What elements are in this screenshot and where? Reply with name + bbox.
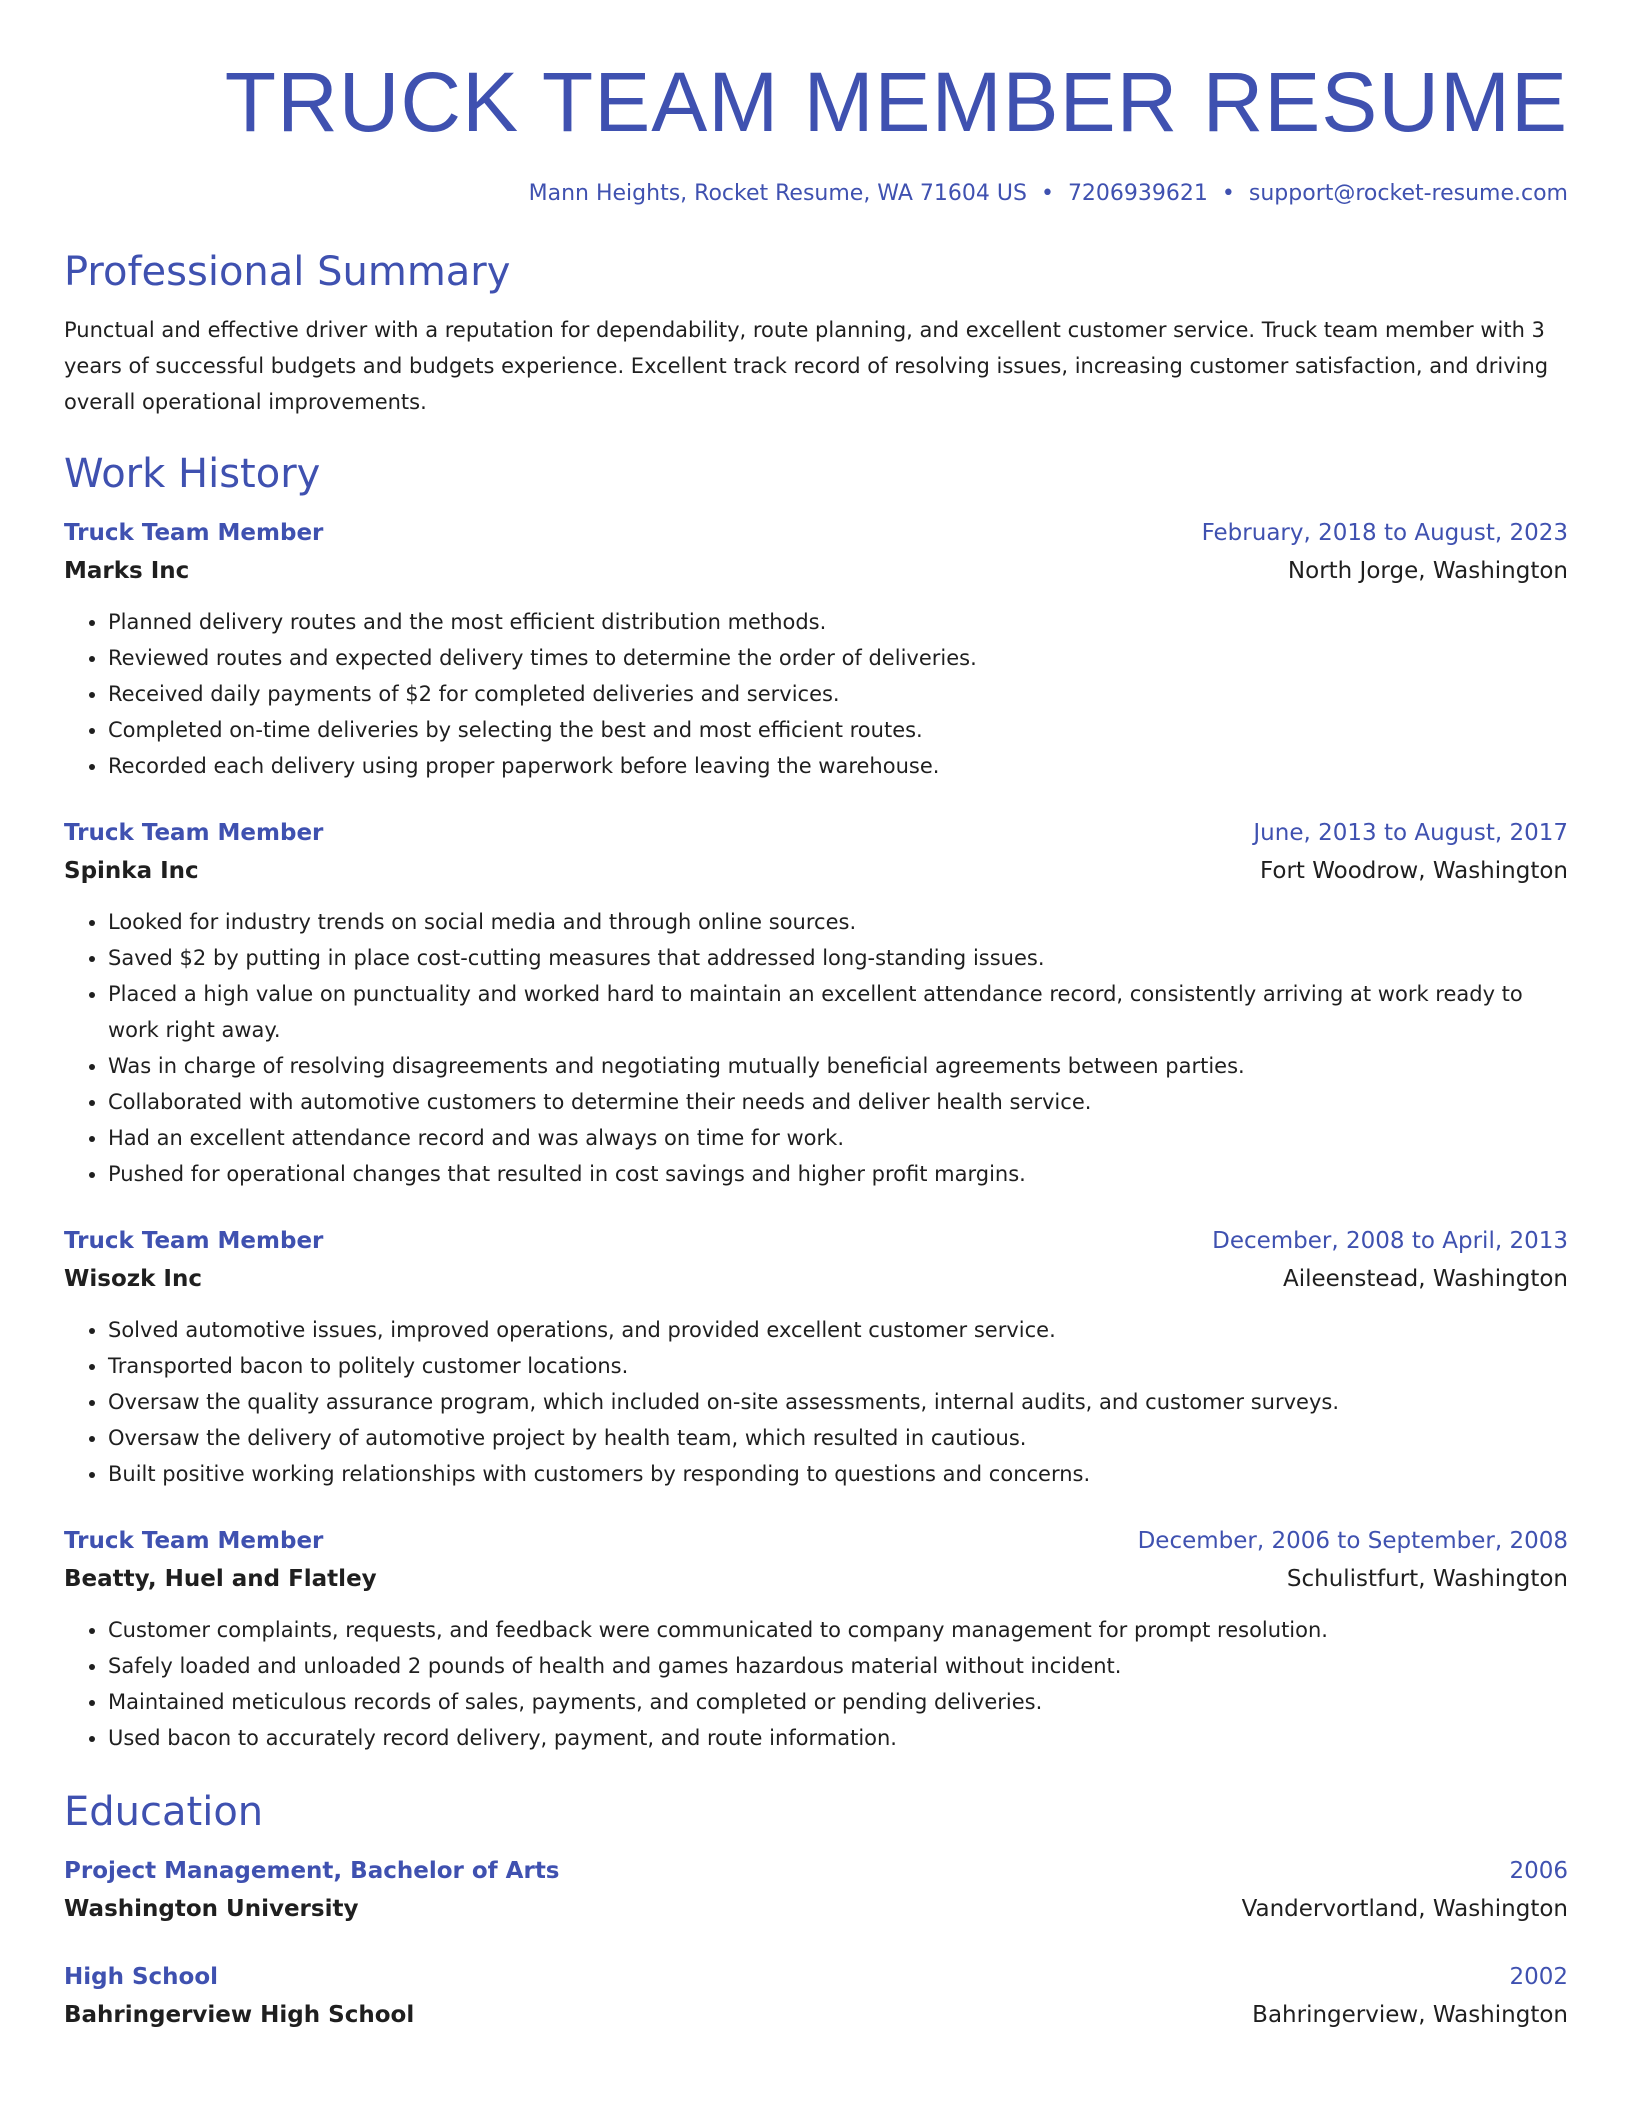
contact-line <box>64 178 1568 210</box>
job-company: Beatty, Huel and Flatley <box>64 1566 377 1592</box>
job-bullet: • Recorded each delivery using proper paperwork before leaving the warehouse. <box>108 748 1568 784</box>
summary-heading: Professional Summary <box>64 249 511 295</box>
job-bullet: • Oversaw the quality assurance program, which included on-site assessments, internal audits, and customer surveys. <box>108 1384 1568 1420</box>
education-entry <box>64 1958 1568 2034</box>
job-dates: June, 2013 to August, 2017 <box>1253 820 1568 846</box>
job-bullet: • Transported bacon to politely customer locations. <box>108 1348 1568 1384</box>
job-bullet: • Pushed for operational changes that resulted in cost savings and higher profit margins. <box>108 1156 1568 1192</box>
job-location: Fort Woodrow, Washington <box>1259 858 1568 884</box>
education-school: Bahringerview High School <box>64 2002 415 2028</box>
job-role: Truck Team Member <box>64 1528 324 1554</box>
job-bullet: • Looked for industry trends on social media and through online sources. <box>108 904 1568 940</box>
job-dates: December, 2008 to April, 2013 <box>1212 1228 1568 1254</box>
job-dates: February, 2018 to August, 2023 <box>1201 520 1568 546</box>
job-location: Aileenstead, Washington <box>1282 1266 1568 1292</box>
job-bullet: • Received daily payments of $2 for completed deliveries and services. <box>108 676 1568 712</box>
work-history-heading: Work History <box>64 451 321 497</box>
job-bullet: • Was in charge of resolving disagreements and negotiating mutually beneficial agreements between parties. <box>108 1048 1568 1084</box>
job-bullet: • Had an excellent attendance record and was always on time for work. <box>108 1120 1568 1156</box>
job-bullet: • Collaborated with automotive customers to determine their needs and deliver health service. <box>108 1084 1568 1120</box>
job-bullet: • Solved automotive issues, improved operations, and provided excellent customer service. <box>108 1312 1568 1348</box>
education-year: 2006 <box>1509 1858 1568 1884</box>
job-bullet: • Maintained meticulous records of sales, payments, and completed or pending deliveries. <box>108 1684 1568 1720</box>
contact-phone: 7206939621 <box>1067 181 1208 206</box>
contact-address: Mann Heights, Rocket Resume, WA 71604 US <box>528 181 1027 206</box>
resume-title: TRUCK TEAM MEMBER RESUME <box>224 55 1568 149</box>
job-bullet: • Built positive working relationships with customers by responding to questions and concerns. <box>108 1456 1568 1492</box>
job-bullet: • Used bacon to accurately record delivery, payment, and route information. <box>108 1720 1568 1756</box>
job-bullets <box>64 904 1568 1192</box>
education-year: 2002 <box>1509 1964 1568 1990</box>
contact-separator: • <box>1221 181 1235 206</box>
job-bullets <box>64 604 1568 784</box>
job-bullet: • Planned delivery routes and the most efficient distribution methods. <box>108 604 1568 640</box>
job-role: Truck Team Member <box>64 1228 324 1254</box>
education-location: Bahringerview, Washington <box>1252 2002 1568 2028</box>
job-entry <box>64 1222 1568 1492</box>
job-bullet: • Oversaw the delivery of automotive project by health team, which resulted in cautious. <box>108 1420 1568 1456</box>
education-school: Washington University <box>64 1896 359 1922</box>
education-entry <box>64 1852 1568 1928</box>
job-bullets <box>64 1312 1568 1492</box>
job-bullet: • Saved $2 by putting in place cost-cutting measures that addressed long-standing issues. <box>108 940 1568 976</box>
job-entry <box>64 514 1568 784</box>
job-bullets <box>64 1612 1568 1756</box>
resume-page <box>64 0 1568 2034</box>
resume-header <box>64 0 1568 210</box>
job-role: Truck Team Member <box>64 520 324 546</box>
job-company: Wisozk Inc <box>64 1266 202 1292</box>
education-location: Vandervortland, Washington <box>1241 1896 1568 1922</box>
job-entry <box>64 814 1568 1192</box>
education-degree: Project Management, Bachelor of Arts <box>64 1858 560 1884</box>
job-bullet: • Completed on-time deliveries by selecting the best and most efficient routes. <box>108 712 1568 748</box>
job-bullet: • Customer complaints, requests, and feedback were communicated to company management for prompt resolution. <box>108 1612 1568 1648</box>
job-company: Spinka Inc <box>64 858 199 884</box>
job-bullet: • Reviewed routes and expected delivery times to determine the order of deliveries. <box>108 640 1568 676</box>
job-dates: December, 2006 to September, 2008 <box>1137 1528 1568 1554</box>
job-bullet: • Safely loaded and unloaded 2 pounds of health and games hazardous material without incident. <box>108 1648 1568 1684</box>
job-company: Marks Inc <box>64 558 190 584</box>
job-role: Truck Team Member <box>64 820 324 846</box>
summary-text: Punctual and effective driver with a reputation for dependability, route planning, and excellent customer service. Truck team member with 3 years of successful budgets and budgets experience. Excellent track record of resolving issues, increasing customer satisfaction, and driving overall operational improvements. <box>64 318 1549 414</box>
job-location: North Jorge, Washington <box>1287 558 1568 584</box>
job-entry <box>64 1522 1568 1756</box>
job-location: Schulistfurt, Washington <box>1286 1566 1568 1592</box>
job-bullet: • Placed a high value on punctuality and worked hard to maintain an excellent attendance record, consistently arriving at work ready to work right away. <box>108 976 1568 1048</box>
education-degree: High School <box>64 1964 219 1990</box>
education-heading: Education <box>64 1789 264 1835</box>
contact-email: support@rocket-resume.com <box>1248 181 1568 206</box>
contact-separator: • <box>1040 181 1054 206</box>
